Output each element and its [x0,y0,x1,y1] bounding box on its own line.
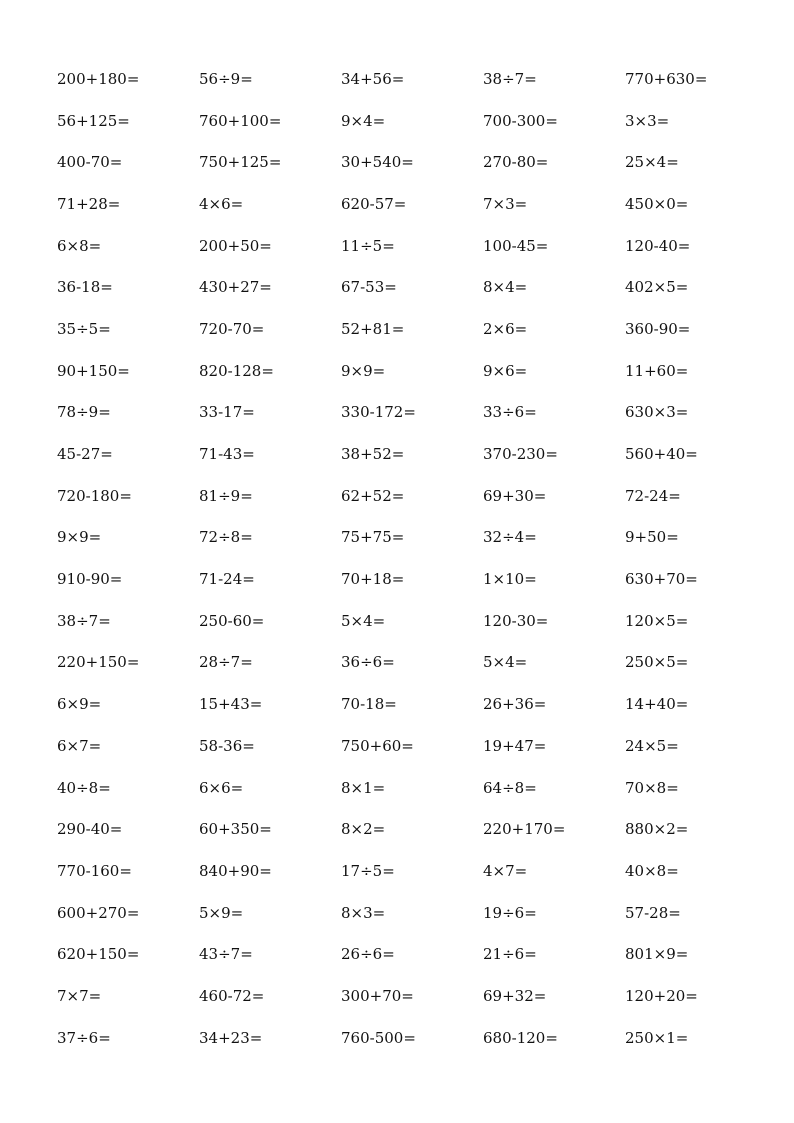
math-problem: 35÷5= [57,319,111,338]
math-problem: 750+125= [199,153,282,172]
math-problem: 220+150= [57,653,140,672]
math-problem: 250×1= [625,1028,689,1047]
math-problem: 25×4= [625,153,679,172]
math-problem: 6×8= [57,236,102,255]
math-problem: 120-40= [625,236,691,255]
math-problem: 36÷6= [341,653,395,672]
math-problem: 220+170= [483,820,566,839]
problem-row [57,141,767,183]
problem-row [57,642,767,684]
math-problem: 5×4= [341,611,386,630]
math-problem: 70-18= [341,695,397,714]
problem-row [57,100,767,142]
math-problem: 78÷9= [57,403,111,422]
problem-row [57,808,767,850]
math-problem: 58-36= [199,736,255,755]
math-problem: 620+150= [57,945,140,964]
math-problem: 9×4= [341,111,386,130]
math-problem: 910-90= [57,570,123,589]
math-problem: 370-230= [483,445,558,464]
math-problem: 26+36= [483,695,547,714]
math-problem: 40÷8= [57,778,111,797]
math-problem: 70×8= [625,778,679,797]
math-problem: 45-27= [57,445,113,464]
math-problem: 560+40= [625,445,698,464]
math-problem: 450×0= [625,194,689,213]
math-problem: 250×5= [625,653,689,672]
math-problem: 760+100= [199,111,282,130]
math-problem: 32÷4= [483,528,537,547]
math-problem: 720-180= [57,486,132,505]
math-problem: 72÷8= [199,528,253,547]
math-problem: 36-18= [57,278,113,297]
math-problem: 24×5= [625,736,679,755]
math-problem: 680-120= [483,1028,558,1047]
math-problem: 760-500= [341,1028,416,1047]
math-problem: 4×6= [199,194,244,213]
problem-row [57,183,767,225]
problem-row [57,683,767,725]
problem-row [57,58,767,100]
math-problem: 30+540= [341,153,414,172]
math-problem: 620-57= [341,194,407,213]
math-problem: 64÷8= [483,778,537,797]
math-problem: 9×9= [341,361,386,380]
problem-row [57,600,767,642]
math-problem: 630+70= [625,570,698,589]
problem-row [57,975,767,1017]
math-problem: 71-24= [199,570,255,589]
problem-row [57,892,767,934]
math-problem: 7×7= [57,986,102,1005]
problem-row [57,725,767,767]
math-problem: 34+23= [199,1028,263,1047]
math-problem: 70+18= [341,570,405,589]
math-problem: 9×9= [57,528,102,547]
math-problem: 820-128= [199,361,274,380]
problem-row [57,1017,767,1059]
math-problem: 270-80= [483,153,549,172]
math-problem: 28÷7= [199,653,253,672]
math-problem: 40×8= [625,861,679,880]
math-problem: 33÷6= [483,403,537,422]
math-problem: 880×2= [625,820,689,839]
math-problem: 120+20= [625,986,698,1005]
math-problem: 69+32= [483,986,547,1005]
math-problem: 6×7= [57,736,102,755]
math-problem: 460-72= [199,986,265,1005]
math-problem: 8×3= [341,903,386,922]
math-problem: 300+70= [341,986,414,1005]
math-problem: 750+60= [341,736,414,755]
math-problem: 9+50= [625,528,679,547]
math-problem: 75+75= [341,528,405,547]
math-problem: 15+43= [199,695,263,714]
math-problem: 69+30= [483,486,547,505]
math-problem: 34+56= [341,69,405,88]
math-problem: 17÷5= [341,861,395,880]
math-problem: 720-70= [199,319,265,338]
math-problem: 8×4= [483,278,528,297]
math-problem: 26÷6= [341,945,395,964]
math-problem: 430+27= [199,278,272,297]
math-problem: 1×10= [483,570,537,589]
math-problem: 630×3= [625,403,689,422]
math-problem: 67-53= [341,278,397,297]
math-problem: 402×5= [625,278,689,297]
problem-row [57,225,767,267]
math-problem: 19÷6= [483,903,537,922]
math-problem: 37÷6= [57,1028,111,1047]
math-problem: 8×1= [341,778,386,797]
problem-row [57,308,767,350]
math-problem: 21÷6= [483,945,537,964]
math-problem: 801×9= [625,945,689,964]
math-problem: 6×6= [199,778,244,797]
math-problem: 52+81= [341,319,405,338]
problem-row [57,475,767,517]
math-problem: 38÷7= [57,611,111,630]
problem-row [57,266,767,308]
math-problem: 11+60= [625,361,689,380]
math-problem: 38+52= [341,445,405,464]
math-problem: 5×4= [483,653,528,672]
math-problem: 330-172= [341,403,416,422]
math-problem: 840+90= [199,861,272,880]
math-problem: 19+47= [483,736,547,755]
math-problem: 56+125= [57,111,130,130]
math-problem: 38÷7= [483,69,537,88]
math-problem: 200+50= [199,236,272,255]
math-problem: 33-17= [199,403,255,422]
math-problem: 770+630= [625,69,708,88]
math-problem: 5×9= [199,903,244,922]
math-problem: 57-28= [625,903,681,922]
math-problem: 770-160= [57,861,132,880]
math-problem: 290-40= [57,820,123,839]
math-problem: 400-70= [57,153,123,172]
math-problem: 200+180= [57,69,140,88]
math-problem: 7×3= [483,194,528,213]
problem-row [57,558,767,600]
problem-row [57,392,767,434]
problem-row [57,517,767,559]
math-problem: 43÷7= [199,945,253,964]
math-problem: 72-24= [625,486,681,505]
math-problem: 8×2= [341,820,386,839]
problem-row [57,433,767,475]
math-problem: 71+28= [57,194,121,213]
math-problem: 4×7= [483,861,528,880]
math-problem: 9×6= [483,361,528,380]
problem-row [57,767,767,809]
problem-row [57,933,767,975]
math-problem: 14+40= [625,695,689,714]
math-problem: 56÷9= [199,69,253,88]
math-problem: 81÷9= [199,486,253,505]
math-problem: 71-43= [199,445,255,464]
math-problem: 700-300= [483,111,558,130]
math-problem: 3×3= [625,111,670,130]
math-problem: 11÷5= [341,236,395,255]
math-problem: 120-30= [483,611,549,630]
math-problem: 250-60= [199,611,265,630]
math-problem: 100-45= [483,236,549,255]
math-problem: 2×6= [483,319,528,338]
math-problem: 90+150= [57,361,130,380]
math-problem: 62+52= [341,486,405,505]
math-problem: 120×5= [625,611,689,630]
math-problem: 6×9= [57,695,102,714]
math-problem: 600+270= [57,903,140,922]
problem-grid [57,58,767,1059]
math-problem: 360-90= [625,319,691,338]
math-problem: 60+350= [199,820,272,839]
problem-row [57,850,767,892]
problem-row [57,350,767,392]
